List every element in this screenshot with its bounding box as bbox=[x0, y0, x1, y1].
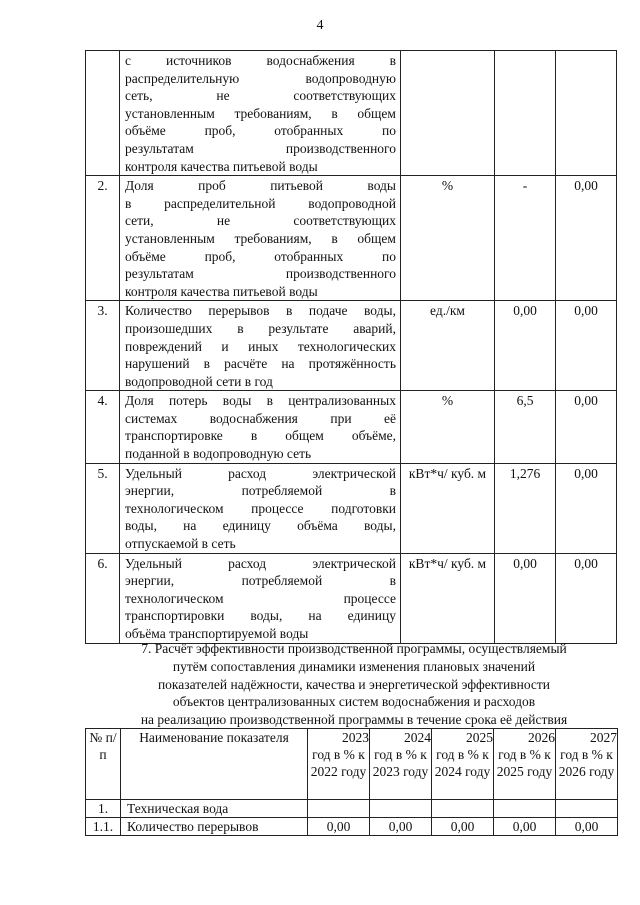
row-name: Техническая вода bbox=[121, 800, 308, 818]
row-value bbox=[308, 800, 370, 818]
row-unit: % bbox=[401, 391, 495, 463]
word: производственного bbox=[285, 140, 396, 156]
name-line: объёма транспортируемой воды bbox=[125, 626, 309, 641]
name-line: контроля качества питьевой воды bbox=[125, 283, 318, 299]
word: Удельный bbox=[125, 465, 182, 481]
word: централизованных bbox=[288, 393, 396, 409]
word: результатам bbox=[125, 140, 194, 156]
efficiency-table bbox=[85, 728, 618, 836]
name-line bbox=[125, 338, 396, 356]
word: не bbox=[216, 88, 230, 104]
word: технологических bbox=[297, 338, 396, 354]
word: в bbox=[286, 303, 293, 319]
row-num bbox=[86, 51, 120, 176]
word: электрической bbox=[312, 555, 396, 571]
table-row bbox=[86, 391, 617, 463]
row-name bbox=[120, 463, 401, 553]
word: технологическом bbox=[125, 590, 224, 606]
word: системах bbox=[125, 410, 178, 426]
word: энергии, bbox=[125, 573, 175, 589]
name-line bbox=[125, 517, 396, 535]
word: потребляемой bbox=[241, 573, 323, 589]
table-row bbox=[86, 553, 617, 643]
word: воды, bbox=[125, 518, 157, 534]
row-unit: кВт*ч/ куб. м bbox=[401, 553, 495, 643]
page-number: 4 bbox=[316, 18, 324, 33]
word: и bbox=[221, 338, 229, 354]
table-row bbox=[86, 301, 617, 391]
heading-line: путём сопоставления динамики изменения плановых значений bbox=[172, 658, 536, 674]
word: установленным bbox=[125, 105, 215, 121]
row-value-2: 0,00 bbox=[556, 301, 617, 391]
table-header-row bbox=[86, 729, 618, 800]
name-line bbox=[125, 355, 396, 373]
word: транспортировки bbox=[125, 608, 225, 624]
word: в bbox=[250, 428, 258, 444]
word: технологическом bbox=[125, 500, 224, 516]
word: в bbox=[266, 393, 273, 409]
row-unit: кВт*ч/ куб. м bbox=[401, 463, 495, 553]
word: повреждений bbox=[125, 338, 202, 354]
name-line bbox=[125, 70, 396, 88]
word: производственного bbox=[285, 266, 396, 282]
word: в bbox=[125, 195, 132, 211]
row-name bbox=[120, 51, 401, 176]
row-num: 3. bbox=[86, 301, 120, 391]
row-num: 4. bbox=[86, 391, 120, 463]
row-value-1: 0,00 bbox=[495, 553, 556, 643]
heading-line: объектов централизованных систем водоснабжения и расходов bbox=[172, 694, 536, 710]
name-line bbox=[125, 177, 396, 195]
word: на bbox=[308, 608, 322, 624]
word: расчёте bbox=[224, 356, 268, 372]
name-line bbox=[125, 572, 396, 590]
indicators-table bbox=[85, 50, 617, 644]
word: в bbox=[331, 105, 338, 121]
word: аварий, bbox=[353, 320, 396, 336]
name-line bbox=[125, 105, 396, 123]
table-row bbox=[86, 818, 618, 836]
heading-line: 7. Расчёт эффективности производственной программы, осуществляемый bbox=[141, 641, 567, 656]
row-value-1: 0,00 bbox=[495, 301, 556, 391]
row-value: 0,00 bbox=[432, 818, 494, 836]
row-value-1: - bbox=[495, 176, 556, 301]
row-value bbox=[370, 800, 432, 818]
word: транспортировке bbox=[125, 428, 223, 444]
word: не bbox=[216, 213, 231, 229]
word: воды bbox=[367, 178, 396, 194]
row-value-2 bbox=[556, 51, 617, 176]
name-line bbox=[125, 392, 396, 410]
name-line bbox=[125, 248, 396, 266]
word: воды, bbox=[363, 303, 396, 319]
word: в bbox=[389, 483, 396, 499]
row-value-1: 6,5 bbox=[495, 391, 556, 463]
word: подаче bbox=[308, 303, 348, 319]
word: Доля bbox=[125, 178, 154, 194]
name-line bbox=[125, 52, 396, 70]
name-line bbox=[125, 265, 396, 283]
word: требованиям, bbox=[234, 230, 312, 246]
word: процессе bbox=[343, 590, 396, 606]
word: перерывов bbox=[208, 303, 270, 319]
word: с bbox=[125, 53, 131, 68]
name-line bbox=[125, 320, 396, 338]
word: протяжённость bbox=[308, 356, 396, 372]
row-name bbox=[120, 553, 401, 643]
word: энергии, bbox=[125, 483, 175, 499]
heading-line: на реализацию производственной программы в течение срока её действия bbox=[140, 712, 568, 728]
word: произошедших bbox=[125, 320, 213, 336]
name-line: водопроводной сети в год bbox=[125, 373, 273, 389]
row-value bbox=[556, 800, 618, 818]
word: результатам bbox=[125, 266, 194, 282]
word: её bbox=[384, 410, 396, 426]
header-num: № п/п bbox=[86, 729, 121, 800]
word: Количество bbox=[125, 303, 192, 319]
word: распределительной bbox=[164, 195, 276, 211]
word: потребляемой bbox=[241, 483, 323, 499]
word: объёме, bbox=[351, 428, 396, 444]
name-line bbox=[125, 140, 396, 158]
row-num: 5. bbox=[86, 463, 120, 553]
row-value: 0,00 bbox=[494, 818, 556, 836]
word: единицу bbox=[347, 608, 396, 624]
row-name bbox=[120, 176, 401, 301]
word: единицу bbox=[222, 518, 271, 534]
table-row bbox=[86, 51, 617, 176]
word: в bbox=[203, 356, 211, 372]
row-value bbox=[494, 800, 556, 818]
word: на bbox=[281, 356, 295, 372]
row-name bbox=[120, 391, 401, 463]
row-value bbox=[432, 800, 494, 818]
name-line bbox=[125, 482, 396, 500]
word: Доля bbox=[125, 393, 154, 409]
name-line bbox=[125, 230, 396, 248]
row-value-2: 0,00 bbox=[556, 553, 617, 643]
word: на bbox=[183, 518, 197, 534]
heading-line: показателей надёжности, качества и энергетической эффективности bbox=[157, 676, 551, 692]
header-year: 2027 год в % к 2026 году bbox=[556, 729, 618, 800]
word: отобранных bbox=[274, 248, 344, 264]
word: объёме bbox=[125, 248, 166, 264]
row-value: 0,00 bbox=[556, 818, 618, 836]
section-heading bbox=[104, 640, 604, 729]
row-num: 1.1. bbox=[86, 818, 121, 836]
word: распределительную bbox=[125, 70, 240, 86]
name-line bbox=[125, 302, 396, 320]
row-value-1: 1,276 bbox=[495, 463, 556, 553]
word: нарушений bbox=[125, 356, 190, 372]
word: потерь bbox=[168, 393, 208, 409]
word: в bbox=[331, 230, 338, 246]
name-line bbox=[125, 590, 396, 608]
word: сети, bbox=[125, 213, 154, 229]
word: водопроводной bbox=[308, 195, 396, 211]
name-line bbox=[125, 465, 396, 483]
word: общем bbox=[357, 105, 396, 121]
header-year: 2024 год в % к 2023 году bbox=[370, 729, 432, 800]
word: водоснабжения bbox=[209, 410, 298, 426]
word: в bbox=[389, 573, 396, 589]
word: проб, bbox=[204, 248, 236, 264]
word: отобранных bbox=[274, 123, 344, 139]
word: расход bbox=[228, 465, 267, 481]
row-unit bbox=[401, 51, 495, 176]
word: источников bbox=[165, 53, 232, 68]
header-year: 2023 год в % к 2022 году bbox=[308, 729, 370, 800]
word: по bbox=[382, 248, 396, 264]
word: проб, bbox=[204, 123, 236, 139]
row-num: 2. bbox=[86, 176, 120, 301]
word: водопроводную bbox=[305, 70, 396, 86]
row-name: Количество перерывов bbox=[121, 818, 308, 836]
table-row bbox=[86, 176, 617, 301]
word: объёме bbox=[125, 123, 166, 139]
word: расход bbox=[228, 555, 267, 571]
word: подготовки bbox=[331, 500, 396, 516]
word: установленным bbox=[125, 230, 215, 246]
row-value: 0,00 bbox=[308, 818, 370, 836]
table-row bbox=[86, 800, 618, 818]
word: воды bbox=[222, 393, 252, 409]
name-line: отпускаемой в сеть bbox=[125, 536, 236, 552]
header-year: 2025 год в % к 2024 году bbox=[432, 729, 494, 800]
row-value-2: 0,00 bbox=[556, 176, 617, 301]
word: требованиям, bbox=[234, 105, 312, 121]
word: электрической bbox=[312, 465, 396, 481]
name-line bbox=[125, 555, 396, 573]
word: водоснабжения bbox=[266, 53, 355, 68]
word: иных bbox=[248, 338, 279, 354]
name-line: поданной в водопроводную сеть bbox=[125, 446, 312, 462]
name-line bbox=[125, 410, 396, 428]
name-line bbox=[125, 607, 396, 625]
word: в bbox=[237, 320, 244, 336]
name-line bbox=[125, 212, 396, 230]
name-line bbox=[125, 87, 396, 105]
row-unit: ед./км bbox=[401, 301, 495, 391]
word: общем bbox=[357, 230, 396, 246]
word: сеть, bbox=[125, 88, 153, 104]
word: объёма bbox=[297, 518, 338, 534]
word: результате bbox=[268, 320, 329, 336]
word: воды, bbox=[363, 518, 396, 534]
word: проб bbox=[198, 178, 226, 194]
row-value-2: 0,00 bbox=[556, 463, 617, 553]
name-line bbox=[125, 500, 396, 518]
word: питьевой bbox=[270, 178, 323, 194]
word: соответствующих bbox=[293, 88, 396, 104]
row-value-2: 0,00 bbox=[556, 391, 617, 463]
row-num: 1. bbox=[86, 800, 121, 818]
row-value: 0,00 bbox=[370, 818, 432, 836]
row-name bbox=[120, 301, 401, 391]
word: по bbox=[382, 123, 396, 139]
word: воды, bbox=[250, 608, 283, 624]
name-line bbox=[125, 195, 396, 213]
row-num: 6. bbox=[86, 553, 120, 643]
header-year: 2026 год в % к 2025 году bbox=[494, 729, 556, 800]
word: Удельный bbox=[125, 555, 182, 571]
table-row bbox=[86, 463, 617, 553]
word: общем bbox=[285, 428, 324, 444]
word: в bbox=[389, 53, 396, 68]
word: соответствующих bbox=[293, 213, 396, 229]
name-line: контроля качества питьевой воды bbox=[125, 158, 318, 174]
word: процессе bbox=[251, 500, 304, 516]
word: при bbox=[330, 410, 352, 426]
name-line bbox=[125, 427, 396, 445]
name-line bbox=[125, 122, 396, 140]
row-unit: % bbox=[401, 176, 495, 301]
row-value-1 bbox=[495, 51, 556, 176]
header-name: Наименование показателя bbox=[121, 729, 308, 800]
